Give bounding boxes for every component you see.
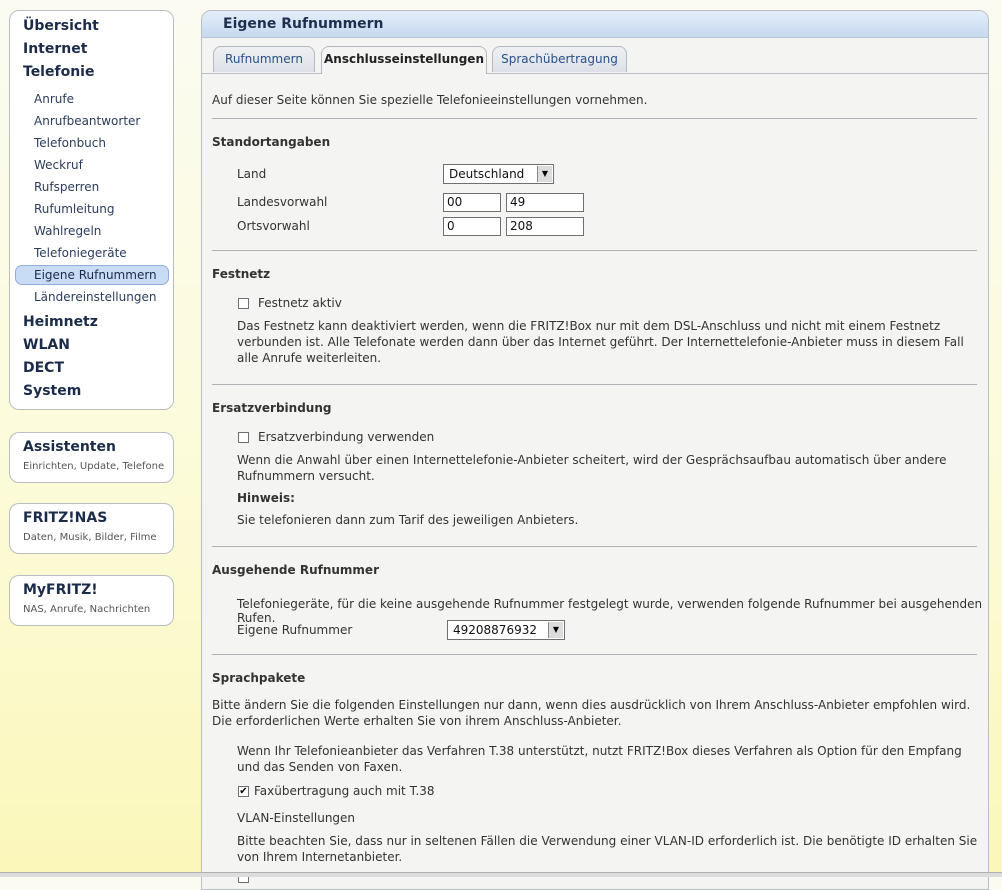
nav-sub-telefonbuch[interactable]: Telefonbuch xyxy=(34,136,106,150)
nav-item-heimnetz[interactable]: Heimnetz xyxy=(23,314,98,330)
festnetz-heading: Festnetz xyxy=(212,267,271,281)
divider xyxy=(212,654,977,655)
intro-text: Auf dieser Seite können Sie spezielle Telefonieeinstellungen vornehmen. xyxy=(212,93,648,107)
festnetz-description: Das Festnetz kann deaktiviert werden, wenn die FRITZ!Box nur mit dem DSL-Anschluss und nicht mit einem Festnetz verbunden ist. Alle Telefonate werden dann über das Internet geführt. Der Internettelefonie-Anbieter muss in diesem Fall alle Anrufe weiterleiten. xyxy=(237,319,964,365)
land-select-value: Deutschland xyxy=(449,167,525,181)
nav-sub-eigene-rufnummern[interactable]: Eigene Rufnummern xyxy=(15,265,169,285)
ausgehend-description: Telefoniegeräte, für die keine ausgehende Rufnummer festgelegt wurde, verwenden folgende Rufnummer bei ausgehenden Rufen. xyxy=(237,597,983,625)
ortsvorwahl-prefix-input[interactable]: 0 xyxy=(443,217,501,236)
tab-bar xyxy=(202,38,988,74)
nav-sub-weckruf[interactable]: Weckruf xyxy=(34,158,83,172)
content-panel xyxy=(201,10,989,890)
ortsvorwahl-input[interactable]: 208 xyxy=(506,217,584,236)
nav-sub-anrufbeantworter[interactable]: Anrufbeantworter xyxy=(34,114,141,128)
nav-sub-rufumleitung[interactable]: Rufumleitung xyxy=(34,202,115,216)
nav-item-wlan[interactable]: WLAN xyxy=(23,337,70,353)
ersatz-checkbox-label[interactable]: Ersatzverbindung verwenden xyxy=(258,430,435,444)
t38-checkbox-label[interactable]: Faxübertragung auch mit T.38 xyxy=(254,784,435,798)
ersatz-checkbox[interactable] xyxy=(238,432,249,443)
standort-heading: Standortangaben xyxy=(212,135,331,149)
land-select[interactable] xyxy=(443,164,554,184)
nav-sub-rufsperren[interactable]: Rufsperren xyxy=(34,180,100,194)
divider xyxy=(212,546,977,547)
page-title: Eigene Rufnummern xyxy=(202,11,988,38)
dropdown-arrow-icon[interactable]: ▼ xyxy=(537,166,552,182)
ausgehend-heading: Ausgehende Rufnummer xyxy=(212,563,379,577)
fritznas-box[interactable] xyxy=(9,503,174,554)
nav-sub-anrufe[interactable]: Anrufe xyxy=(34,92,74,106)
assistenten-title: Assistenten xyxy=(23,439,116,455)
tab-sprachuebertragung[interactable]: Sprachübertragung xyxy=(492,46,627,72)
ersatz-description: Wenn die Anwahl über einen Internettelefonie-Anbieter scheitert, wird der Gesprächsaufbau automatisch über andere Rufnummern versucht. xyxy=(237,453,947,483)
land-label: Land xyxy=(237,167,267,181)
nav-item-internet[interactable]: Internet xyxy=(23,41,88,57)
festnetz-checkbox[interactable] xyxy=(238,298,249,309)
fritznas-subtitle: Daten, Musik, Bilder, Filme xyxy=(23,532,157,543)
main-navigation xyxy=(9,10,174,410)
divider xyxy=(212,118,977,119)
eigene-rufnummer-select[interactable] xyxy=(447,620,565,640)
hinweis-label: Hinweis: xyxy=(237,491,295,505)
myfritz-subtitle: NAS, Anrufe, Nachrichten xyxy=(23,604,151,615)
assistenten-subtitle: Einrichten, Update, Telefone xyxy=(23,461,165,472)
ersatz-heading: Ersatzverbindung xyxy=(212,401,332,415)
nav-item-dect[interactable]: DECT xyxy=(23,360,65,376)
fritznas-title: FRITZ!NAS xyxy=(23,510,108,526)
nav-item-telefonie[interactable]: Telefonie xyxy=(23,64,95,80)
landesvorwahl-prefix-input[interactable]: 00 xyxy=(443,193,501,212)
nav-item-system[interactable]: System xyxy=(23,383,82,399)
myfritz-title: MyFRITZ! xyxy=(23,582,98,598)
assistenten-box[interactable] xyxy=(9,432,174,483)
ortsvorwahl-label: Ortsvorwahl xyxy=(237,219,310,233)
tab-anschlusseinstellungen[interactable]: Anschlusseinstellungen xyxy=(321,46,487,74)
eigene-rufnummer-label: Eigene Rufnummer xyxy=(237,623,353,637)
t38-description: Wenn Ihr Telefonieanbieter das Verfahren T.38 unterstützt, nutzt FRITZ!Box dieses Verfahren als Option für den Empfang und das Senden von Faxen. xyxy=(237,744,962,774)
landesvorwahl-input[interactable]: 49 xyxy=(506,193,584,212)
nav-sub-telefoniegeraete[interactable]: Telefoniegeräte xyxy=(34,246,127,260)
nav-item-uebersicht[interactable]: Übersicht xyxy=(23,18,99,34)
vlan-heading: VLAN-Einstellungen xyxy=(237,811,356,825)
divider xyxy=(212,384,977,385)
hinweis-text: Sie telefonieren dann zum Tarif des jeweiligen Anbieters. xyxy=(237,513,579,527)
eigene-rufnummer-value: 49208876932 xyxy=(453,623,537,637)
tab-rufnummern[interactable]: Rufnummern xyxy=(213,46,315,72)
sprachpakete-description: Bitte ändern Sie die folgenden Einstellungen nur dann, wenn dies ausdrücklich von Ihrem Anschluss-Anbieter empfohlen wird. Die erforderlichen Werte erhalten Sie von ihrem Anschluss-Anbieter. xyxy=(212,698,971,728)
myfritz-box[interactable] xyxy=(9,575,174,626)
divider xyxy=(212,250,977,251)
dropdown-arrow-icon[interactable]: ▼ xyxy=(548,622,563,638)
sprachpakete-heading: Sprachpakete xyxy=(212,671,306,685)
vlan-description: Bitte beachten Sie, dass nur in seltenen Fällen die Verwendung einer VLAN-ID erforderlich ist. Die benötigte ID erhalten Sie von Ihrem Internetanbieter. xyxy=(237,834,978,864)
t38-checkbox[interactable]: ✔ xyxy=(239,786,248,797)
horizontal-scrollbar[interactable] xyxy=(0,872,1002,877)
nav-sub-wahlregeln[interactable]: Wahlregeln xyxy=(34,224,102,238)
nav-sub-laendereinstellungen[interactable]: Ländereinstellungen xyxy=(34,290,157,304)
landesvorwahl-label: Landesvorwahl xyxy=(237,195,328,209)
festnetz-checkbox-label[interactable]: Festnetz aktiv xyxy=(258,296,342,310)
